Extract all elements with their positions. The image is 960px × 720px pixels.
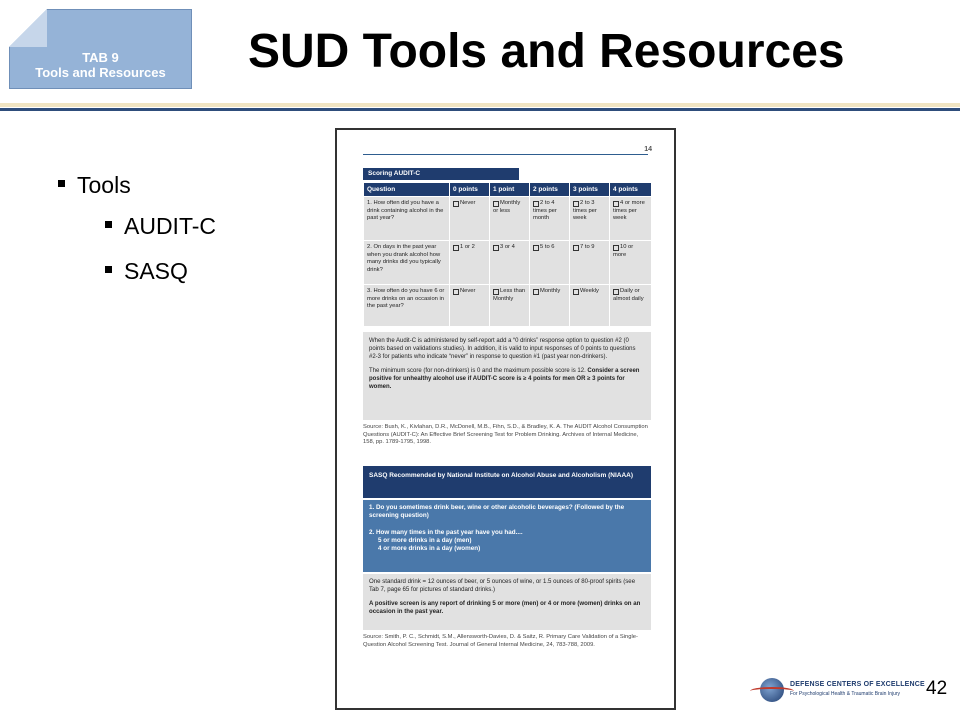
sasq-question-2: 2. How many times in the past year have you had.... <box>369 529 523 536</box>
answer-cell <box>530 197 570 241</box>
answer-cell <box>530 285 570 327</box>
checkbox-icon <box>613 201 619 207</box>
table-header-cell: 1 point <box>490 183 530 197</box>
tab-line1: TAB 9 <box>82 50 119 65</box>
tab-fold-shadow <box>9 9 47 47</box>
checkbox-icon <box>533 201 539 207</box>
answer-cell <box>450 241 490 285</box>
answer-cell <box>490 197 530 241</box>
table-row <box>364 285 652 327</box>
sasq-note-paragraph: A positive screen is any report of drinking 5 or more (men) or 4 or more (women) drinks on an occasion in the past year. <box>369 600 641 615</box>
table-header-cell: 2 points <box>530 183 570 197</box>
bullet-tools <box>58 172 131 199</box>
table-header-cell: 3 points <box>570 183 610 197</box>
checkbox-icon <box>493 245 499 251</box>
answer-label: Weekly <box>580 288 599 294</box>
logo-line2: For Psychological Health & Traumatic Brain Injury <box>790 691 901 697</box>
title-rule-gold <box>0 103 960 107</box>
answer-label: 3 or 4 <box>500 244 515 250</box>
table-header-row <box>364 183 652 197</box>
document-page-number: 14 <box>644 146 652 153</box>
sasq-questions <box>363 500 651 572</box>
sasq-title: SASQ Recommended by National Institute on Alcohol Abuse and Alcoholism (NIAAA) <box>363 466 651 498</box>
note-text: The minimum score (for non-drinkers) is 0 and the maximum possible score is 12. <box>369 368 588 374</box>
answer-cell <box>490 241 530 285</box>
table-header-cell: 4 points <box>610 183 652 197</box>
answer-label: Monthly or less <box>493 200 521 214</box>
slide-title: SUD Tools and Resources <box>248 25 845 78</box>
table-header-cell: 0 points <box>450 183 490 197</box>
bullet-square-icon <box>58 180 65 187</box>
sasq-note <box>363 574 651 630</box>
audit-c-note <box>363 332 651 420</box>
answer-cell <box>490 285 530 327</box>
checkbox-icon <box>533 245 539 251</box>
bullet-square-icon <box>105 266 112 273</box>
answer-label: 1 or 2 <box>460 244 475 250</box>
table-header-cell: Question <box>364 183 450 197</box>
checkbox-icon <box>453 245 459 251</box>
checkbox-icon <box>493 201 499 207</box>
audit-c-table <box>363 182 652 327</box>
logo-line1: DEFENSE CENTERS OF EXCELLENCE <box>790 681 925 688</box>
section-tab <box>9 9 192 89</box>
answer-cell <box>450 197 490 241</box>
slide-number: 42 <box>926 678 948 699</box>
swoosh-icon <box>750 687 794 695</box>
checkbox-icon <box>613 245 619 251</box>
answer-label: Never <box>460 288 476 294</box>
answer-label: 5 to 6 <box>540 244 555 250</box>
audit-c-table-title: Scoring AUDIT-C <box>363 168 519 180</box>
document-page-image <box>335 128 676 710</box>
checkbox-icon <box>533 289 539 295</box>
checkbox-icon <box>573 289 579 295</box>
sasq-source: Source: Smith, P. C., Schmidt, S.M., Allensworth-Davies, D. & Saitz, R. Primary Care Validation of a Single-Question Alcohol Screening Test. Journal of General Internal Medicine, 24, 783-788, 2009. <box>363 634 638 648</box>
bullet-label: AUDIT-C <box>124 213 216 239</box>
answer-label: Never <box>460 200 476 206</box>
answer-cell <box>610 197 652 241</box>
bullet-sasq <box>105 258 188 285</box>
note-paragraph <box>369 367 645 391</box>
question-cell: 3. How often do you have 6 or more drinks on an occasion in the past year? <box>364 285 450 327</box>
answer-label: Monthly <box>540 288 561 294</box>
title-rule-blue <box>0 108 960 111</box>
checkbox-icon <box>573 245 579 251</box>
answer-label: 2 to 4 times per month <box>533 200 557 221</box>
sasq-note-paragraph: One standard drink = 12 ounces of beer, or 5 ounces of wine, or 1.5 ounces of 80-proof spirits (see Tab 7, page 65 for pictures of standard drinks.) <box>369 578 636 593</box>
answer-cell <box>570 197 610 241</box>
question-cell: 1. How often did you have a drink containing alcohol in the past year? <box>364 197 450 241</box>
checkbox-icon <box>613 289 619 295</box>
bullet-square-icon <box>105 221 112 228</box>
answer-label: Less than Monthly <box>493 288 526 302</box>
table-row <box>364 241 652 285</box>
checkbox-icon <box>493 289 499 295</box>
note-paragraph: When the Audit-C is administered by self-report add a “0 drinks” response option to question #2 (0 points based on validations studies). In addition, it is valid to input responses of 0 points to questions #2-3 for patients who indicate “never” in response to question #1 (past year non-drinkers). <box>369 338 636 360</box>
answer-label: 2 to 3 times per week <box>573 200 597 221</box>
sasq-question-2-men: 5 or more drinks in a day (men) <box>378 537 472 544</box>
bullet-audit-c <box>105 213 216 240</box>
checkbox-icon <box>453 289 459 295</box>
answer-label: 7 to 9 <box>580 244 595 250</box>
audit-c-source: Source: Bush, K., Kivlahan, D.R., McDonell, M.B., Fihn, S.D., & Bradley, K. A. The AUDIT Alcohol Consumption Questions (AUDIT-C): An Effective Brief Screening Test for Problem Drinking. Archives of Internal Medicine, 158, pp. 1789-1795, 1998. <box>363 424 648 445</box>
tab-line2: Tools and Resources <box>35 65 166 80</box>
dcoe-logo <box>746 676 925 704</box>
answer-label: 4 or more times per week <box>613 200 645 221</box>
answer-cell <box>450 285 490 327</box>
document-top-line <box>363 154 648 155</box>
answer-label: 10 or more <box>613 244 634 258</box>
sasq-question-2-women: 4 or more drinks in a day (women) <box>378 545 481 552</box>
table-row <box>364 197 652 241</box>
answer-cell <box>610 241 652 285</box>
sasq-question-1: 1. Do you sometimes drink beer, wine or other alcoholic beverages? (Followed by the screening question) <box>369 504 625 519</box>
answer-cell <box>570 285 610 327</box>
answer-cell <box>610 285 652 327</box>
answer-label: Daily or almost daily <box>613 288 644 302</box>
bullet-label: SASQ <box>124 258 188 284</box>
bullet-label: Tools <box>77 172 131 198</box>
checkbox-icon <box>453 201 459 207</box>
answer-cell <box>530 241 570 285</box>
note-emphasis: Consider a screen positive for unhealthy alcohol use if AUDIT-C score is ≥ 4 points for men OR ≥ 3 points for women. <box>369 368 640 390</box>
question-cell: 2. On days in the past year when you drank alcohol how many drinks did you typically drink? <box>364 241 450 285</box>
answer-cell <box>570 241 610 285</box>
checkbox-icon <box>573 201 579 207</box>
